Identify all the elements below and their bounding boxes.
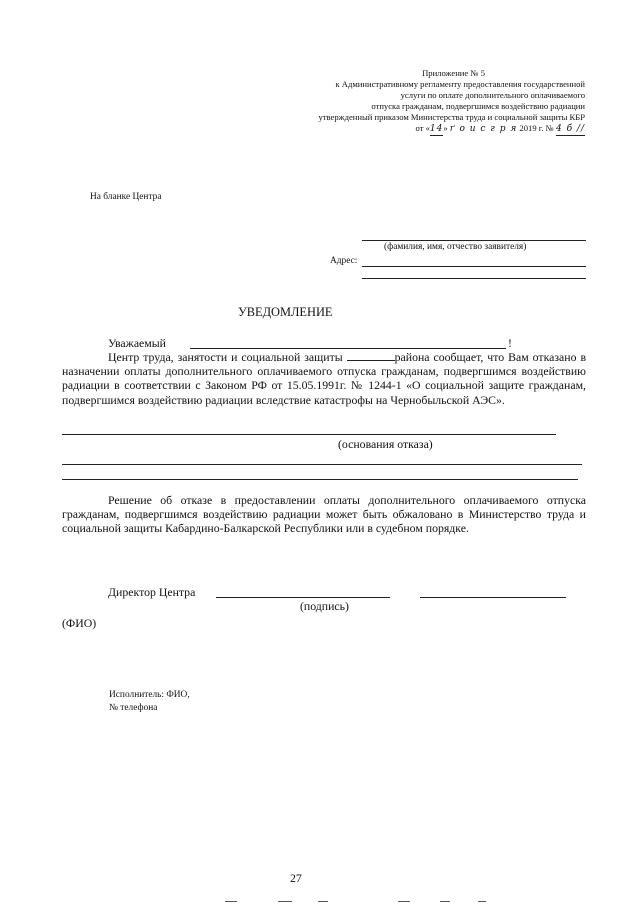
- district-blank: [347, 360, 395, 361]
- refusal-grounds-caption: (основания отказа): [338, 437, 433, 451]
- executor-name: Исполнитель: ФИО,: [109, 690, 190, 700]
- signature-line: [216, 597, 390, 598]
- scan-speck: [398, 901, 410, 902]
- scan-speck: [318, 901, 328, 902]
- refusal-legal-text: отказано в назначении оплаты дополнительного оплачиваемого отпуска гражданам, подвергшимся воздействию радиации в соответствии с Законом РФ от 15.05.1991г. № 1244-1 «О социальной защите гражданам, подвергшимся воздействию радиации вследствие катастрофы на Чернобыльской АЭС».: [62, 350, 587, 407]
- notice-paragraph: [62, 350, 586, 407]
- appendix-number: Приложение № 5: [422, 68, 485, 78]
- refusal-extra-line-2: [62, 479, 578, 480]
- scan-speck: [278, 901, 292, 902]
- appendix-date-line: от «14» ґ о и с г р я 2019 г. № 4 б //: [415, 123, 585, 134]
- appendix-order-line: утвержденный приказом Министерства труда и социальной защиты КБР: [318, 112, 585, 122]
- appendix-header: [318, 68, 585, 136]
- handwritten-order-number: 4 б //: [555, 124, 585, 134]
- district-text: района сообщает, что Вам: [394, 350, 529, 364]
- director-label: Директор Центра: [108, 585, 196, 599]
- fio-caption: (ФИО): [62, 616, 97, 630]
- center-name-text: Центр труда, занятости и социальной защиты: [108, 350, 343, 364]
- refusal-grounds-line: [62, 434, 556, 435]
- greeting-label: Уважаемый: [108, 336, 166, 350]
- address-line-2: [362, 278, 586, 279]
- greeting-exclamation: !: [508, 336, 512, 350]
- director-fio-line: [420, 597, 566, 598]
- appendix-regulation-line: к Административному регламенту предоставления государственной: [335, 79, 585, 89]
- address-label: Адрес:: [330, 256, 358, 266]
- letterhead-note: На бланке Центра: [90, 192, 162, 202]
- page-number: 27: [290, 871, 302, 885]
- appeal-paragraph: Решение об отказе в предоставлении оплаты дополнительного оплачиваемого отпуска гражданам, подвергшимся воздействию радиации может быть обжаловано в Министерство труда и социальной защиты Кабардино-Балкарской Республики или в судебном порядке.: [62, 493, 586, 536]
- scan-speck: [225, 901, 237, 902]
- address-line-1: [362, 266, 586, 267]
- handwritten-month: ґ о и с г р я: [449, 124, 518, 134]
- refusal-extra-line-1: [62, 464, 582, 465]
- appendix-service-line: услуги по оплате дополнительного оплачиваемого: [400, 90, 585, 100]
- applicant-name-caption: (фамилия, имя, отчество заявителя): [384, 242, 527, 252]
- appendix-leave-line: отпуска гражданам, подвергшимся воздействию радиации: [371, 101, 585, 111]
- document-title: УВЕДОМЛЕНИЕ: [238, 305, 333, 319]
- scan-speck: [440, 901, 450, 902]
- scan-speck: [478, 901, 486, 902]
- handwritten-day: 14: [429, 124, 444, 134]
- recipient-name-line: [190, 348, 506, 349]
- applicant-name-line: [362, 240, 586, 241]
- signature-caption: (подпись): [300, 599, 349, 613]
- executor-phone: № телефона: [109, 703, 158, 713]
